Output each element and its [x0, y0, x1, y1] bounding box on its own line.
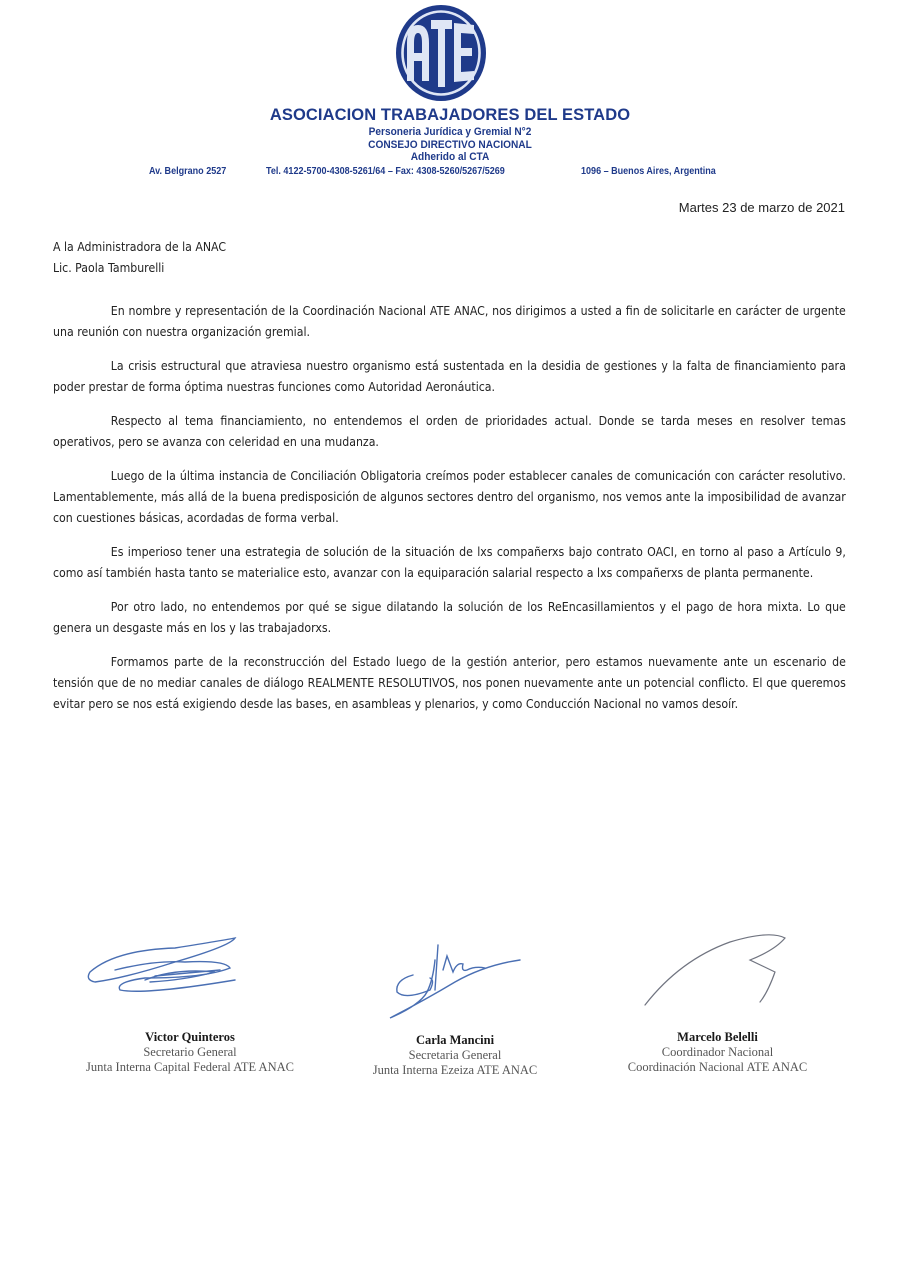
postal-city: 1096 – Buenos Aires, Argentina: [581, 165, 716, 177]
address: Av. Belgrano 2527: [149, 165, 227, 177]
signature-scribble-icon: [335, 920, 575, 1030]
organization-name: ASOCIACION TRABAJADORES DEL ESTADO: [269, 106, 631, 124]
legal-status: Personeria Jurídica y Gremial N°2: [368, 126, 532, 138]
recipient-title: A la Administradora de la ANAC: [53, 240, 227, 254]
letter-body: [53, 301, 846, 728]
signatory-unit: Coordinación Nacional ATE ANAC: [627, 1060, 808, 1074]
signatory-role: Secretario General: [143, 1045, 237, 1059]
signatory-name: Victor Quinteros: [145, 1030, 235, 1044]
signatory-unit: Junta Interna Capital Federal ATE ANAC: [86, 1060, 294, 1074]
signature-scribble-icon: [600, 920, 835, 1025]
paragraph: Es imperioso tener una estrategia de solución de la situación de lxs compañerxs bajo contrato OACI, en torno al paso a Artículo 9, como así también hasta tanto se materialice esto, avanzar con la equiparación salarial respecto a lxs compañerxs de planta permanente.: [53, 544, 846, 581]
recipient-block: [53, 237, 226, 279]
paragraph: Por otro lado, no entendemos por qué se sigue dilatando la solución de los ReEncasillamientos y el pago de hora mixta. Lo que genera un desgaste más en los y las trabajadorxs.: [53, 599, 846, 635]
signature-block: [600, 920, 835, 1075]
paragraph: En nombre y representación de la Coordinación Nacional ATE ANAC, nos dirigimos a usted a fin de solicitarle en carácter de urgente una reunión con nuestra organización gremial.: [53, 304, 846, 340]
signature-block: [55, 920, 325, 1075]
signature-block: [335, 920, 575, 1078]
signatory-name: Marcelo Belelli: [677, 1030, 758, 1044]
signature-scribble-icon: [55, 920, 325, 1025]
contact-info: [0, 165, 900, 179]
signatory-role: Secretaria General: [408, 1048, 502, 1062]
phone-fax: Tel. 4122-5700-4308-5261/64 – Fax: 4308-5260/5267/5269: [266, 165, 505, 177]
signatory-role: Coordinador Nacional: [661, 1045, 774, 1059]
signatory-unit: Junta Interna Ezeiza ATE ANAC: [372, 1063, 538, 1077]
ate-logo-icon: [394, 3, 488, 103]
council-name: CONSEJO DIRECTIVO NACIONAL: [368, 138, 532, 151]
paragraph: Formamos parte de la reconstrucción del Estado luego de la gestión anterior, pero estamos nuevamente ante un escenario de tensión que de no mediar canales de diálogo REALMENTE RESOLUTIVOS, nos ponen nuevamente ante un potencial conflicto. El que queremos evitar pero se nos está exigiendo desde las bases, en asambleas y plenarios, y como Conducción Nacional no vamos desoír.: [53, 654, 846, 712]
letter-date: Martes 23 de marzo de 2021: [678, 200, 845, 215]
paragraph: La crisis estructural que atraviesa nuestro organismo está sustentada en la desidia de gestiones y la falta de financiamiento para poder prestar de forma óptima nuestras funciones como Autoridad Aeronáutica.: [53, 358, 846, 395]
paragraph: Respecto al tema financiamiento, no entendemos el orden de prioridades actual. Donde se tarda meses en resolver temas operativos, pero se avanza con celeridad en una mudanza.: [53, 413, 846, 450]
recipient-name: Lic. Paola Tamburelli: [53, 261, 165, 275]
signatory-name: Carla Mancini: [415, 1033, 495, 1047]
affiliation: Adherido al CTA: [410, 151, 490, 163]
paragraph: Luego de la última instancia de Conciliación Obligatoria creímos poder establecer canales de comunicación con carácter resolutivo. Lamentablemente, más allá de la buena predisposición de algunos sectores dentro del organismo, nos vemos ante la imposibilidad de avanzar con cuestiones básicas, acordadas de forma verbal.: [53, 468, 846, 526]
